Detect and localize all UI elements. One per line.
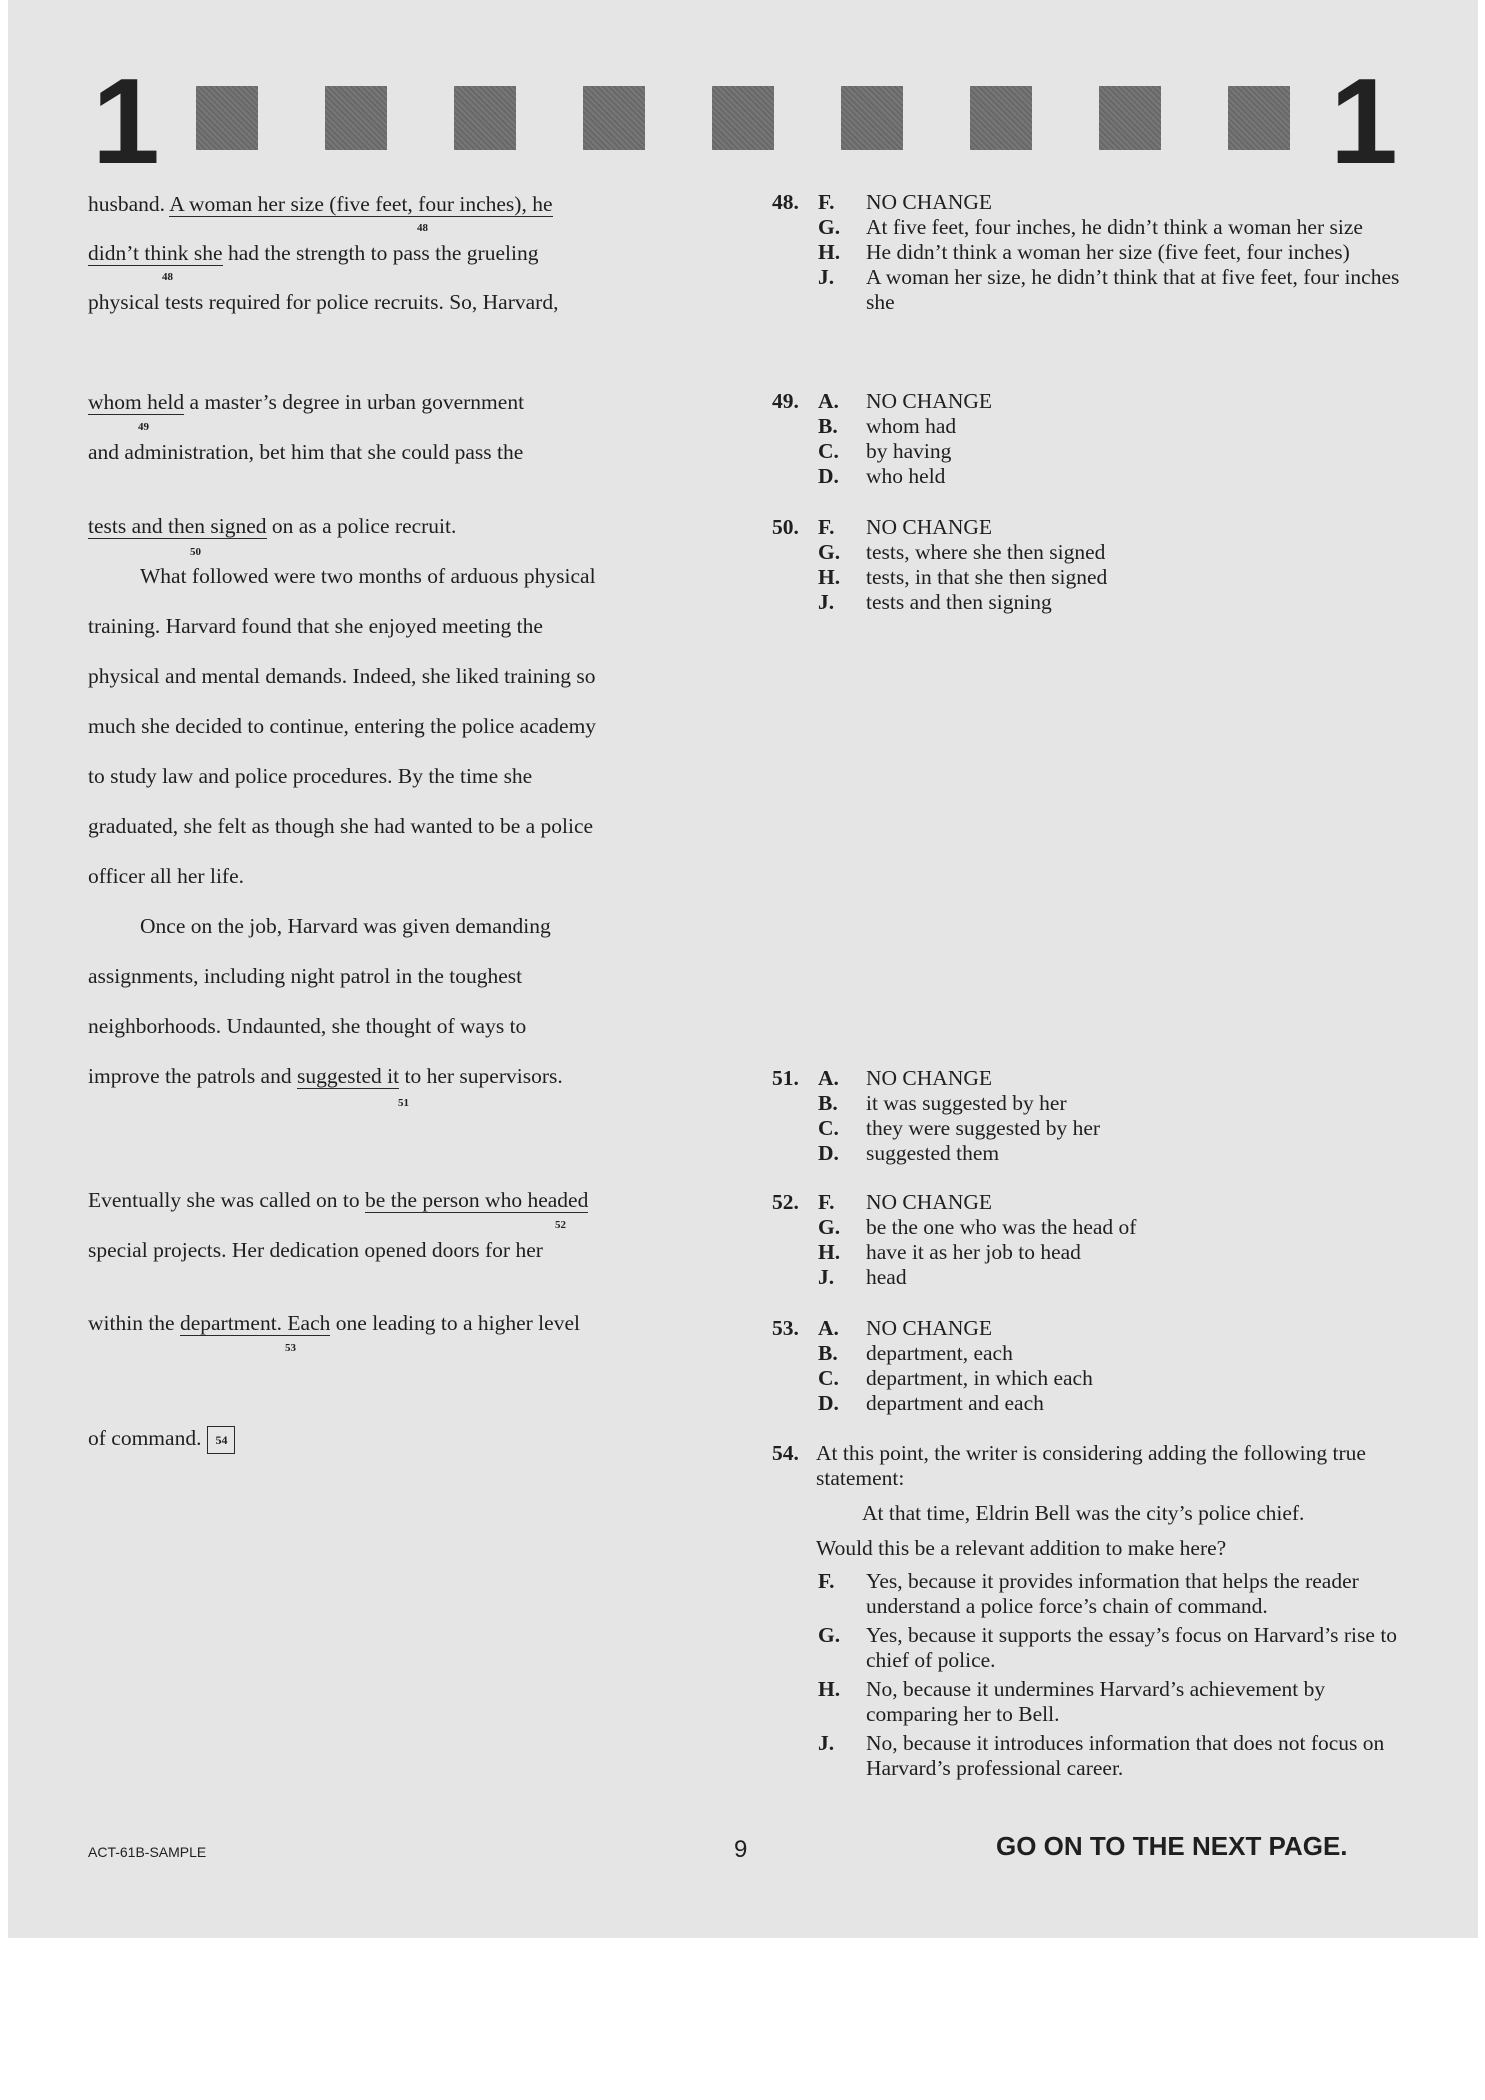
answer-option[interactable]: J. No, because it introduces information that does not focus on Harvard’s professional career. bbox=[818, 1731, 1385, 1780]
answer-option[interactable]: C. they were suggested by her bbox=[818, 1116, 1101, 1140]
passage-line: special projects. Her dedication opened doors for her bbox=[88, 1238, 543, 1262]
header-square bbox=[196, 86, 258, 150]
question-54 bbox=[772, 1441, 1412, 1781]
header-square bbox=[970, 86, 1032, 150]
underlined-portion-49[interactable]: whom held bbox=[88, 390, 185, 414]
header-square bbox=[454, 86, 516, 150]
question-stem: At this point, the writer is considering adding the following true statement: bbox=[816, 1441, 1366, 1490]
passage-line: What followed were two months of arduous physical bbox=[140, 564, 596, 588]
question-marker-50: 50 bbox=[190, 546, 201, 558]
test-code: ACT-61B-SAMPLE bbox=[88, 1844, 207, 1860]
next-page-notice: GO ON TO THE NEXT PAGE. bbox=[996, 1831, 1348, 1861]
answer-option[interactable]: H. He didn’t think a woman her size (five feet, four inches) bbox=[818, 240, 1350, 264]
passage-line: improve the patrols and suggested it to her supervisors. bbox=[88, 1064, 563, 1088]
answer-option[interactable]: J. tests and then signing bbox=[818, 590, 1052, 614]
header-square bbox=[583, 86, 645, 150]
passage-line: neighborhoods. Undaunted, she thought of ways to bbox=[88, 1014, 527, 1038]
answer-option[interactable]: H. No, because it undermines Harvard’s achievement by comparing her to Bell. bbox=[818, 1677, 1326, 1726]
passage-line: physical and mental demands. Indeed, she liked training so bbox=[88, 664, 596, 688]
question-number: 51. bbox=[772, 1066, 799, 1090]
question-number: 49. bbox=[772, 389, 799, 413]
answer-option[interactable]: J. A woman her size, he didn’t think that at five feet, four inches she bbox=[818, 265, 1400, 314]
answer-option[interactable]: F. NO CHANGE bbox=[818, 190, 993, 214]
underlined-portion-51[interactable]: suggested it bbox=[296, 1064, 400, 1088]
quoted-statement: At that time, Eldrin Bell was the city’s police chief. bbox=[862, 1501, 1305, 1525]
header-square bbox=[841, 86, 903, 150]
passage-line: graduated, she felt as though she had wanted to be a police bbox=[88, 814, 594, 838]
underlined-portion-50[interactable]: tests and then signed bbox=[88, 514, 267, 538]
question-number: 53. bbox=[772, 1316, 799, 1340]
question-number: 48. bbox=[772, 190, 799, 214]
answer-option[interactable]: G. Yes, because it supports the essay’s focus on Harvard’s rise to chief of police. bbox=[818, 1623, 1398, 1672]
answer-option[interactable]: B. department, each bbox=[818, 1341, 1013, 1365]
passage-line: tests and then signed on as a police recruit. bbox=[88, 514, 457, 538]
underlined-portion-48[interactable]: didn’t think she bbox=[88, 241, 223, 265]
answer-option[interactable]: F. Yes, because it provides information that helps the reader understand a police force’s chain of command. bbox=[818, 1569, 1359, 1618]
answer-option[interactable]: G. tests, where she then signed bbox=[818, 540, 1106, 564]
question-prompt: Would this be a relevant addition to make here? bbox=[816, 1536, 1227, 1560]
question-51 bbox=[772, 1066, 1412, 1166]
question-53 bbox=[772, 1316, 1412, 1416]
question-number: 52. bbox=[772, 1190, 799, 1214]
question-marker-52: 52 bbox=[555, 1219, 566, 1231]
page-number: 9 bbox=[734, 1836, 748, 1863]
underlined-portion-53[interactable]: department. Each bbox=[179, 1311, 331, 1335]
header-square bbox=[1099, 86, 1161, 150]
passage-line: training. Harvard found that she enjoyed meeting the bbox=[88, 614, 543, 638]
question-marker-48: 48 bbox=[162, 271, 173, 283]
answer-option[interactable]: A. NO CHANGE bbox=[818, 1316, 993, 1340]
passage-line: husband. A woman her size (five feet, four inches), he bbox=[88, 192, 553, 216]
question-box-54[interactable]: 54 bbox=[207, 1426, 235, 1454]
question-marker-53: 53 bbox=[285, 1342, 296, 1354]
underlined-portion-52[interactable]: be the person who headed bbox=[365, 1188, 589, 1212]
passage-line: assignments, including night patrol in the toughest bbox=[88, 964, 523, 988]
passage-line: within the department. Each one leading to a higher level bbox=[88, 1311, 580, 1335]
passage-line: to study law and police procedures. By the time she bbox=[88, 764, 533, 788]
answer-option[interactable]: D. department and each bbox=[818, 1391, 1044, 1415]
passage-line: physical tests required for police recruits. So, Harvard, bbox=[88, 290, 559, 314]
question-50 bbox=[772, 515, 1412, 615]
answer-option[interactable]: A. NO CHANGE bbox=[818, 389, 993, 413]
passage-line: didn’t think she had the strength to pass the grueling bbox=[88, 241, 539, 265]
answer-option[interactable]: C. by having bbox=[818, 439, 952, 463]
header-square bbox=[1228, 86, 1290, 150]
question-number: 54. bbox=[772, 1441, 799, 1465]
passage-line: of command. 54 bbox=[88, 1426, 235, 1454]
question-marker-51: 51 bbox=[398, 1097, 409, 1109]
answer-option[interactable]: D. suggested them bbox=[818, 1141, 1000, 1165]
answer-option[interactable]: B. whom had bbox=[818, 414, 957, 438]
answer-option[interactable]: F. NO CHANGE bbox=[818, 515, 993, 539]
header-square bbox=[325, 86, 387, 150]
answer-option[interactable]: J. head bbox=[818, 1265, 907, 1289]
passage-line: officer all her life. bbox=[88, 864, 244, 888]
underlined-portion-48[interactable]: A woman her size (five feet, four inches), he bbox=[169, 192, 553, 216]
answer-option[interactable]: G. At five feet, four inches, he didn’t think a woman her size bbox=[818, 215, 1363, 239]
question-marker-48: 48 bbox=[417, 222, 428, 234]
section-number-left: 1 bbox=[92, 53, 160, 189]
question-52 bbox=[772, 1190, 1412, 1290]
answer-option[interactable]: C. department, in which each bbox=[818, 1366, 1093, 1390]
header-square bbox=[712, 86, 774, 150]
passage-line: whom held a master’s degree in urban government bbox=[88, 390, 525, 414]
answer-option[interactable]: H. tests, in that she then signed bbox=[818, 565, 1108, 589]
answer-option[interactable]: F. NO CHANGE bbox=[818, 1190, 993, 1214]
question-49 bbox=[772, 389, 1412, 489]
answer-option[interactable]: G. be the one who was the head of bbox=[818, 1215, 1137, 1239]
section-number-right: 1 bbox=[1330, 53, 1398, 189]
passage-line: Once on the job, Harvard was given demanding bbox=[140, 914, 551, 938]
passage-line: much she decided to continue, entering the police academy bbox=[88, 714, 597, 738]
passage-line: Eventually she was called on to be the person who headed bbox=[88, 1188, 589, 1212]
answer-option[interactable]: D. who held bbox=[818, 464, 946, 488]
passage-line: and administration, bet him that she could pass the bbox=[88, 440, 524, 464]
answer-option[interactable]: A. NO CHANGE bbox=[818, 1066, 993, 1090]
question-number: 50. bbox=[772, 515, 799, 539]
question-48 bbox=[772, 190, 1412, 315]
question-marker-49: 49 bbox=[138, 421, 149, 433]
answer-option[interactable]: H. have it as her job to head bbox=[818, 1240, 1081, 1264]
answer-option[interactable]: B. it was suggested by her bbox=[818, 1091, 1067, 1115]
